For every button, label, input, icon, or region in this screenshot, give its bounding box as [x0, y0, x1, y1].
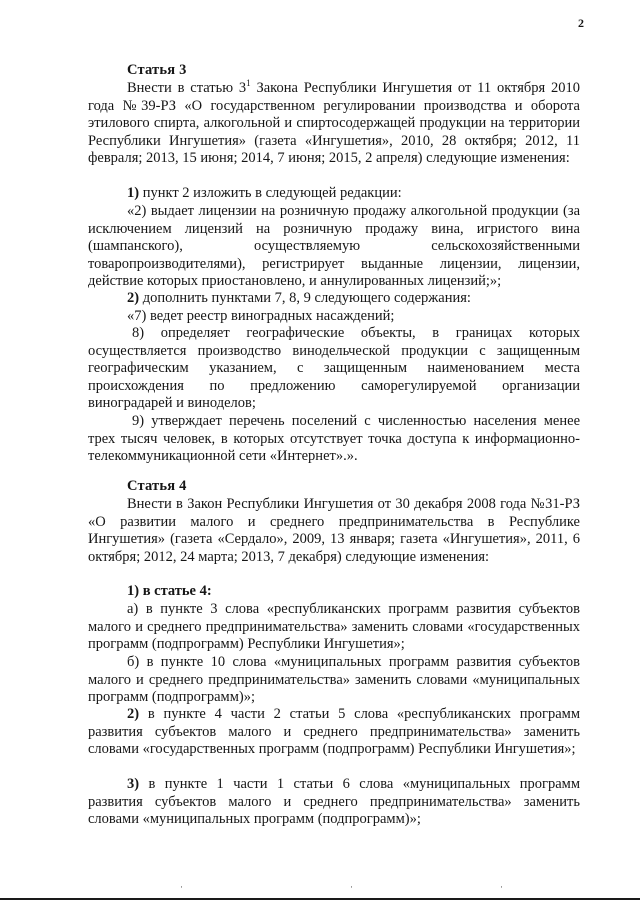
article-3-title: Статья 3: [127, 62, 187, 78]
article-3-intro-b: Закона Республики Ингушетия от 11 октября 2010 года №39-РЗ «О государственном регулировании производства и оборота этилового спирта, алкогольной и спиртосодержащей продукции на территории Республики Ингушетия» (газета «Ингушетия», 2010, 28 октября; 2012, 11 февраля; 2013, 15 июня; 2014, 7 июня; 2015, 2 апреля) следующие изменения:: [88, 80, 580, 167]
article-4-item-3-num: 3): [127, 776, 140, 792]
article-3-item-2: [88, 290, 580, 308]
article-4-item-3-text: в пункте 1 части 1 статьи 6 слова «муниципальных программ развития субъектов малого и среднего предпринимательства» заменить словами «муниципальных программ (подпрограмм)»;: [88, 776, 580, 828]
page-bottom-rule: [0, 898, 640, 900]
scan-mark: ·: [180, 882, 183, 892]
article-3-item-2-text: дополнить пунктами 7, 8, 9 следующего содержания:: [139, 290, 471, 306]
article-4-title: Статья 4: [127, 478, 187, 494]
article-3-item-1-num: 1): [127, 185, 140, 201]
article-3-item-2-num: 2): [127, 290, 140, 306]
article-4-item-3: [88, 776, 580, 829]
article-3-point-9: 9) утверждает перечень поселений с численностью населения менее трех тысяч человек, в которых отсутствует точка доступа к информационно-телекоммуникационной сети «Интернет».».: [88, 413, 580, 465]
scan-mark: ·: [350, 882, 353, 892]
article-4-item-2-num: 2): [127, 706, 140, 722]
article-3-item-1-text: пункт 2 изложить в следующей редакции:: [139, 185, 402, 201]
article-4-item-1a: а) в пункте 3 слова «республиканских программ развития субъектов малого и среднего предпринимательства» заменить словами «государственных программ (подпрограмм) Республики Ингушетия»;: [88, 601, 580, 653]
article-4-item-2-text: в пункте 4 части 2 статьи 5 слова «республиканских программ развития субъектов малого и среднего предпринимательства» заменить словами «государственных программ (подпрограмм) Республики Ингушетия»;: [88, 706, 580, 758]
article-3-intro: [88, 80, 580, 168]
article-3-item-1: [88, 185, 580, 203]
article-3-point-8: 8) определяет географические объекты, в границах которых осуществляется производство винодельческой продукции с защищенным географическим указанием, с защищенным наименованием места происхождения по предложению саморегулируемой организации виноградарей и виноделов;: [88, 325, 580, 412]
article-4-item-2: [88, 706, 580, 759]
page-number: 2: [578, 16, 584, 30]
article-4-item-1: 1) в статье 4:: [127, 583, 212, 599]
article-3-item-1-quote: «2) выдает лицензии на розничную продажу алкогольной продукции (за исключением лицензий на розничную продажу вина, игристого вина (шампанского), осуществляемую сельскохозяйственными товаропроизводителями), регистрирует выданные лицензии, лицензии, действие которых приостановлено, и аннулированных лицензий;»;: [88, 203, 580, 290]
article-3-point-7: «7) ведет реестр виноградных насаждений;: [127, 308, 395, 324]
article-4-item-1b: б) в пункте 10 слова «муниципальных программ развития субъектов малого и среднего предпринимательства» заменить словами «муниципальных программ (подпрограмм)»;: [88, 654, 580, 706]
scan-mark: ·: [500, 882, 503, 892]
article-3-intro-a: Внести в статью 3: [127, 80, 247, 96]
article-3-intro-sup: 1: [246, 78, 251, 89]
article-4-intro: Внести в Закон Республики Ингушетия от 30 декабря 2008 года №31-РЗ «О развитии малого и среднего предпринимательства в Республике Ингушетия» (газета «Сердало», 2009, 13 января; газета «Ингушетия», 2011, 6 октября; 2012, 24 марта; 2013, 7 декабря) следующие изменения:: [88, 496, 580, 565]
